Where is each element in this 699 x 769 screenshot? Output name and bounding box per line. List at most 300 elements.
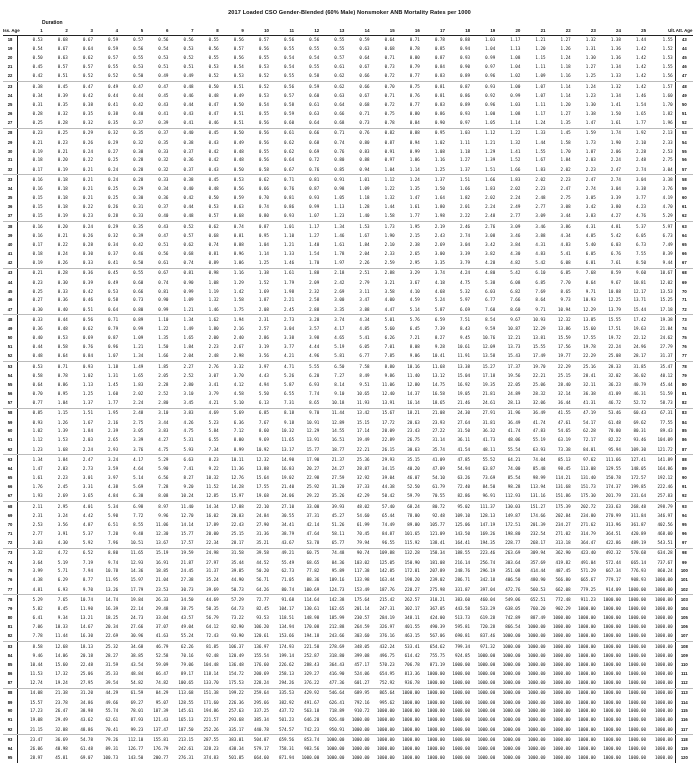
rate-cell: 1000.00 — [527, 746, 546, 752]
rate-cell: 2.47 — [560, 186, 571, 192]
attained-age-cell: 110 — [675, 660, 693, 669]
rate-cell: 6.77 — [344, 352, 369, 362]
rate-cell: 1.44 — [384, 204, 395, 210]
table-row — [3, 707, 693, 716]
rate-cell: 4.10 — [409, 288, 420, 294]
rate-cell: 22.89 — [382, 437, 395, 443]
rate-cell: 0.48 — [233, 157, 244, 163]
rate-cell: 6.55 — [208, 437, 219, 443]
table-row — [3, 716, 693, 725]
rate-cell: 1.23 — [585, 92, 596, 98]
rate-cell: 4.65 — [334, 335, 345, 341]
rate-cell: 4.76 — [621, 212, 646, 222]
rate-cell: 44.69 — [206, 597, 219, 602]
rate-cell: 48.06 — [507, 437, 521, 443]
table-row — [3, 660, 693, 669]
rate-cell: 0.63 — [359, 46, 370, 52]
rate-cell: 1.30 — [585, 101, 596, 107]
rate-cell: 8.49 — [359, 372, 370, 378]
rate-cell: 0.68 — [219, 212, 244, 222]
rate-cell: 1000.00 — [477, 736, 496, 742]
rate-cell: 0.18 — [57, 177, 68, 183]
rate-cell: 1000.00 — [477, 699, 496, 705]
rate-cell: 1.09 — [359, 186, 370, 192]
attained-age-cell: 54 — [675, 138, 693, 147]
rate-cell: 1.17 — [309, 223, 320, 229]
rate-cell: 6.73 — [635, 241, 647, 247]
ultimate-rate-cell: 104.09 — [657, 437, 673, 443]
issue-age-cell: 30 — [3, 147, 18, 156]
table-row — [3, 138, 693, 147]
rate-cell: 14.90 — [281, 457, 295, 463]
attained-age-cell: 47 — [675, 72, 693, 82]
rate-cell: 28.17 — [621, 352, 646, 362]
rate-cell: 8.77 — [82, 577, 93, 583]
rate-cell: 0.81 — [309, 177, 320, 183]
attained-age-cell: 105 — [675, 614, 693, 623]
rate-cell: 13.71 — [633, 297, 647, 303]
ultimate-rate-cell: 6.73 — [662, 232, 673, 238]
rate-cell: 43.54 — [130, 661, 144, 667]
rate-cell: 2.16 — [108, 419, 119, 425]
rate-cell: 52.72 — [621, 398, 646, 408]
rate-cell: 0.98 — [208, 270, 219, 276]
rate-cell: 8.65 — [294, 398, 319, 408]
rate-cell: 15.55 — [532, 344, 546, 350]
rate-cell: 3.77 — [635, 195, 647, 201]
rate-cell: 132.28 — [404, 550, 420, 556]
rate-cell: 6.30 — [118, 492, 143, 502]
ultimate-rate-cell: 1000.00 — [655, 746, 673, 752]
rate-cell: 28.32 — [532, 390, 546, 396]
ultimate-rate-cell: 1000.00 — [655, 755, 673, 761]
rate-cell: 226.62 — [278, 661, 295, 667]
rate-cell: 4.38 — [32, 577, 43, 583]
rate-cell: 14.28 — [231, 484, 244, 490]
rate-cell: 1.09 — [183, 297, 194, 303]
rate-cell: 7.41 — [183, 466, 194, 472]
rate-cell: 20.03 — [231, 512, 244, 518]
rate-cell: 45.81 — [55, 755, 68, 761]
ultimate-rate-cell: 10.67 — [660, 270, 673, 276]
rate-cell: 11.06 — [382, 381, 395, 387]
rate-cell: 659.56 — [278, 736, 295, 742]
table-row — [3, 101, 693, 110]
rate-cell: 0.71 — [384, 92, 395, 98]
rate-cell: 0.99 — [133, 326, 144, 332]
rate-cell: 3.00 — [334, 297, 345, 303]
rate-cell: 13.88 — [256, 466, 269, 472]
rate-cell: 54.17 — [583, 419, 596, 425]
rate-cell: 0.74 — [168, 258, 193, 268]
rate-cell: 1.21 — [535, 37, 546, 43]
ultimate-rate-cell: 164.86 — [657, 466, 673, 472]
rate-cell: 270.99 — [605, 512, 621, 518]
rate-cell: 133.98 — [354, 577, 370, 583]
rate-cell: 6.08 — [546, 258, 571, 268]
rate-cell: 1000.00 — [402, 699, 420, 705]
rate-cell: 5.87 — [284, 381, 295, 387]
rate-cell: 16.83 — [281, 466, 295, 472]
attained-age-cell: 106 — [675, 623, 693, 632]
rate-cell: 414.44 — [530, 568, 546, 574]
rate-cell: 8.18 — [284, 410, 295, 416]
rate-cell: 2.26 — [344, 258, 369, 268]
rate-cell: 8.54 — [485, 317, 496, 323]
rate-cell: 4.23 — [635, 204, 647, 210]
rate-cell: 0.45 — [208, 177, 219, 183]
rate-cell: 3.09 — [510, 223, 521, 229]
rate-cell: 47.83 — [532, 428, 546, 434]
rate-cell: 17.72 — [382, 419, 395, 425]
rate-cell: 104.17 — [278, 606, 295, 612]
rate-cell: 0.76 — [334, 148, 345, 154]
rate-cell: 165.13 — [178, 717, 194, 723]
rate-cell: 31.36 — [256, 530, 269, 536]
rate-cell: 1.47 — [571, 118, 596, 128]
rate-cell: 17.49 — [520, 352, 545, 362]
rate-cell: 752.92 — [370, 678, 395, 688]
rate-cell: 0.55 — [284, 46, 295, 52]
rate-cell: 0.57 — [258, 37, 269, 43]
rate-cell: 154.72 — [228, 670, 244, 676]
rate-cell: 0.64 — [294, 118, 319, 128]
rate-cell: 1.95 — [108, 410, 119, 416]
rate-cell: 0.58 — [284, 101, 295, 107]
rate-cell: 0.34 — [108, 241, 119, 247]
rate-cell: 6.93 — [43, 585, 68, 595]
rate-cell: 4.96 — [294, 352, 319, 362]
rate-cell: 89.31 — [105, 746, 119, 752]
rate-cell: 5.81 — [319, 352, 344, 362]
rate-cell: 16.58 — [432, 390, 445, 396]
rate-cell: 1.53 — [57, 437, 68, 443]
rate-cell: 0.62 — [82, 326, 93, 332]
table-row — [3, 389, 693, 398]
table-row — [3, 669, 693, 678]
rate-cell: 27.22 — [432, 428, 445, 434]
rate-cell: 80.72 — [432, 503, 445, 509]
rate-cell: 1.28 — [359, 204, 370, 210]
rate-cell: 12.68 — [55, 643, 68, 649]
issue-age-cell: 77 — [3, 585, 18, 595]
rate-cell: 59.79 — [395, 492, 420, 502]
rate-cell: 2.33 — [384, 250, 395, 256]
rate-cell: 9.48 — [133, 530, 144, 536]
rate-cell: 0.86 — [459, 92, 471, 98]
rate-cell: 1000.00 — [527, 670, 546, 676]
rate-cell: 18.85 — [155, 568, 169, 574]
rate-cell: 19.63 — [633, 326, 647, 332]
rate-cell: 0.48 — [183, 83, 194, 89]
rate-cell: 10.32 — [206, 475, 219, 481]
rate-cell: 1.31 — [585, 46, 596, 52]
rate-cell: 1.12 — [32, 437, 43, 443]
rate-cell: 1000.00 — [578, 615, 596, 621]
rate-cell: 1.84 — [560, 157, 571, 163]
rate-cell: 0.74 — [258, 204, 269, 210]
rate-cell: 501.85 — [228, 755, 244, 761]
table-row — [3, 147, 693, 156]
rate-cell: 4.18 — [434, 279, 445, 285]
rate-cell: 5.93 — [168, 445, 193, 455]
rate-cell: 61.79 — [432, 484, 445, 490]
rate-cell: 0.44 — [183, 101, 194, 107]
rate-cell: 17.56 — [558, 344, 571, 350]
rate-cell: 1.77 — [395, 212, 420, 222]
rate-cell: 1.01 — [284, 223, 295, 229]
rate-cell: 0.88 — [409, 130, 420, 136]
rate-cell: 0.35 — [57, 101, 68, 107]
rate-cell: 1.44 — [635, 37, 647, 43]
rate-cell: 0.80 — [334, 157, 345, 163]
rate-cell: 0.53 — [258, 64, 269, 70]
rate-cell: 0.51 — [43, 72, 68, 82]
rate-cell: 335.53 — [278, 690, 295, 696]
rate-cell: 1000.00 — [552, 755, 571, 761]
rate-cell: 4.75 — [143, 445, 168, 455]
rate-cell: 27.91 — [482, 410, 496, 416]
rate-cell: 524.06 — [354, 670, 370, 676]
rate-cell: 0.55 — [258, 148, 269, 154]
rate-cell: 8.64 — [535, 297, 546, 303]
rate-cell: 52.58 — [155, 652, 169, 658]
rate-cell: 6.45 — [409, 326, 420, 332]
rate-cell: 47.61 — [558, 419, 571, 425]
rate-cell: 0.55 — [269, 72, 294, 82]
rate-cell: 61.48 — [80, 746, 93, 752]
rate-cell: 62.26 — [180, 643, 194, 649]
ultimate-rate-cell: 1.56 — [646, 72, 675, 82]
rate-cell: 3.20 — [309, 317, 320, 323]
rate-cell: 2.95 — [57, 503, 68, 509]
duration-header: 3 — [90, 27, 93, 33]
rate-cell: 1000.00 — [552, 615, 571, 621]
rate-cell: 10.18 — [319, 398, 344, 408]
rate-cell: 5.76 — [409, 317, 420, 323]
rate-cell: 1000.00 — [603, 708, 621, 714]
rate-cell: 268.17 — [520, 538, 545, 548]
ultimate-rate-cell: 346.97 — [657, 512, 673, 518]
rate-cell: 2.48 — [133, 410, 144, 416]
rate-cell: 422.86 — [596, 538, 621, 548]
rate-cell: 57.40 — [382, 503, 395, 509]
table-title: 2017 Loaded CSO Gender-Blended (60% Male) Nonsmoker ANB Mortality Rates per 1000 — [228, 10, 471, 16]
rate-cell: 2.16 — [233, 326, 244, 332]
rate-cell: 7.01 — [384, 344, 395, 350]
rate-cell: 706.78 — [404, 661, 420, 667]
rate-cell: 6.59 — [434, 317, 445, 323]
rate-cell: 1.50 — [434, 186, 445, 192]
rate-cell: 472.76 — [495, 585, 520, 595]
rate-cell: 2.24 — [485, 204, 496, 210]
rate-cell: 112.10 — [128, 736, 144, 742]
table-row — [3, 222, 693, 232]
rate-cell: 234.27 — [555, 521, 571, 527]
attained-age-cell: 83 — [675, 408, 693, 418]
rate-cell: 14.55 — [331, 428, 345, 434]
rate-cell: 18.21 — [407, 410, 420, 416]
rate-cell: 0.41 — [108, 101, 119, 107]
duration-label: Duration — [42, 20, 63, 26]
rate-cell: 0.73 — [133, 297, 144, 303]
rate-cell: 11.65 — [130, 550, 144, 556]
rate-cell: 667.34 — [605, 568, 621, 574]
rate-cell: 50.35 — [206, 606, 219, 612]
rate-cell: 1000.00 — [603, 661, 621, 667]
rate-cell: 148.05 — [630, 466, 647, 472]
rate-cell: 2.58 — [309, 297, 320, 303]
rate-cell: 652.51 — [530, 597, 546, 602]
table-row — [3, 642, 693, 652]
rate-cell: 0.75 — [384, 110, 395, 116]
ultimate-rate-cell: 19.38 — [660, 317, 673, 323]
rate-cell: 0.55 — [258, 55, 269, 61]
rate-cell: 5.87 — [420, 305, 445, 315]
rate-cell: 20.27 — [306, 466, 320, 472]
rate-cell: 0.85 — [434, 46, 445, 52]
rate-cell: 13.91 — [306, 437, 320, 443]
rate-cell: 2.02 — [546, 165, 571, 175]
rate-cell: 5.24 — [434, 297, 445, 303]
rate-cell: 35.21 — [244, 538, 269, 548]
rate-cell: 0.19 — [43, 165, 68, 175]
rate-cell: 0.44 — [108, 92, 119, 98]
rate-cell: 0.27 — [32, 297, 43, 303]
rate-cell: 1.05 — [470, 118, 495, 128]
rate-cell: 33.00 — [306, 503, 320, 509]
rate-cell: 2.51 — [359, 270, 370, 276]
rate-cell: 0.59 — [108, 37, 119, 43]
rate-cell: 0.29 — [108, 139, 119, 145]
rate-cell: 23.53 — [143, 585, 168, 595]
rate-cell: 936.78 — [395, 678, 420, 688]
rate-cell: 1.11 — [535, 101, 546, 107]
rate-cell: 16.39 — [105, 606, 119, 612]
rate-cell: 5.69 — [233, 410, 244, 416]
rate-cell: 0.67 — [359, 92, 370, 98]
rate-cell: 1000.00 — [326, 736, 345, 742]
rate-cell: 0.64 — [359, 55, 370, 61]
rate-cell: 84.50 — [482, 484, 496, 490]
rate-cell: 1000.00 — [603, 624, 621, 629]
rate-cell: 19.72 — [608, 335, 621, 341]
rate-cell: 1.32 — [585, 37, 596, 43]
rate-cell: 1.83 — [520, 165, 545, 175]
rate-cell: 24.61 — [470, 398, 495, 408]
rate-cell: 0.54 — [284, 55, 295, 61]
issue-age-cell: 66 — [3, 483, 18, 492]
rate-cell: 1000.00 — [603, 615, 621, 621]
rate-cell: 853.74 — [304, 736, 320, 742]
rate-cell: 54.94 — [457, 466, 471, 472]
rate-cell: 0.63 — [334, 92, 345, 98]
rate-cell: 1.07 — [535, 92, 546, 98]
rate-cell: 0.75 — [409, 83, 420, 89]
rate-cell: 10.94 — [546, 305, 571, 315]
rate-cell: 1.65 — [183, 335, 194, 341]
table-row — [3, 334, 693, 343]
rate-cell: 0.79 — [108, 326, 119, 332]
rate-cell: 1000.00 — [427, 736, 445, 742]
rate-cell: 11.91 — [445, 352, 470, 362]
rate-cell: 1.23 — [18, 445, 43, 455]
rate-cell: 13.85 — [583, 317, 596, 323]
rate-cell: 0.54 — [233, 64, 244, 70]
rate-cell: 0.48 — [18, 352, 43, 362]
rate-cell: 24.96 — [633, 344, 647, 350]
rate-cell: 8.00 — [233, 437, 244, 443]
table-row — [3, 558, 693, 567]
rate-cell: 1000.00 — [628, 597, 647, 602]
rate-cell: 1000.00 — [520, 725, 545, 735]
rate-cell: 148.98 — [304, 615, 320, 621]
rate-cell: 20.63 — [407, 419, 420, 425]
rate-cell: 1.38 — [258, 270, 269, 276]
rate-cell: 21.08 — [432, 410, 445, 416]
rate-cell: 5.92 — [68, 538, 93, 548]
rate-cell: 28.40 — [558, 381, 571, 387]
rate-cell: 0.71 — [384, 55, 395, 61]
rate-cell: 3.44 — [158, 419, 169, 425]
rate-cell: 0.63 — [57, 55, 68, 61]
rate-cell: 38.79 — [281, 530, 295, 536]
ultimate-rate-cell: 4.70 — [662, 204, 673, 210]
rate-cell: 175.39 — [555, 503, 571, 509]
rate-cell: 48.11 — [470, 445, 495, 455]
rate-cell: 0.68 — [183, 250, 194, 256]
duration-header: 13 — [339, 27, 345, 33]
rate-cell: 601.27 — [344, 678, 369, 688]
rate-cell: 2.05 — [158, 372, 169, 378]
rate-cell: 46.31 — [633, 390, 647, 396]
rate-cell: 131.40 — [580, 475, 596, 481]
rate-cell: 8.08 — [143, 492, 168, 502]
rate-cell: 303.64 — [505, 559, 521, 565]
rate-cell: 776.93 — [630, 568, 647, 574]
rate-cell: 64.12 — [206, 624, 219, 629]
ultimate-rate-cell: 257.83 — [646, 492, 675, 502]
ultimate-rate-cell: 737.67 — [657, 559, 673, 565]
rate-cell: 0.56 — [158, 37, 169, 43]
rate-cell: 31.81 — [482, 419, 496, 425]
attained-age-cell: 78 — [675, 362, 693, 372]
rate-cell: 1.37 — [445, 165, 470, 175]
rate-cell: 1000.00 — [546, 725, 571, 735]
rate-cell: 0.50 — [208, 195, 219, 201]
rate-cell: 779.25 — [571, 585, 596, 595]
rate-cell: 0.93 — [459, 55, 471, 61]
rate-cell: 549.06 — [505, 597, 521, 602]
rate-cell: 0.33 — [57, 288, 68, 294]
rate-cell: 4.00 — [384, 297, 395, 303]
rate-cell: 9.45 — [459, 335, 471, 341]
table-row — [3, 156, 693, 165]
rate-cell: 489.19 — [621, 538, 646, 548]
rate-cell: 1000.00 — [578, 699, 596, 705]
rate-cell: 1.83 — [510, 177, 521, 183]
rate-cell: 151.27 — [530, 503, 546, 509]
rate-cell: 13.12 — [432, 372, 445, 378]
rate-cell: 5.71 — [57, 568, 68, 574]
rate-cell: 0.37 — [108, 250, 119, 256]
rate-cell: 0.18 — [32, 157, 43, 163]
rate-cell: 364.47 — [571, 538, 596, 548]
rate-cell: 3.44 — [546, 212, 571, 222]
rate-cell: 0.28 — [43, 118, 68, 128]
rate-cell: 9.22 — [208, 466, 219, 472]
rate-cell: 0.52 — [183, 55, 194, 61]
